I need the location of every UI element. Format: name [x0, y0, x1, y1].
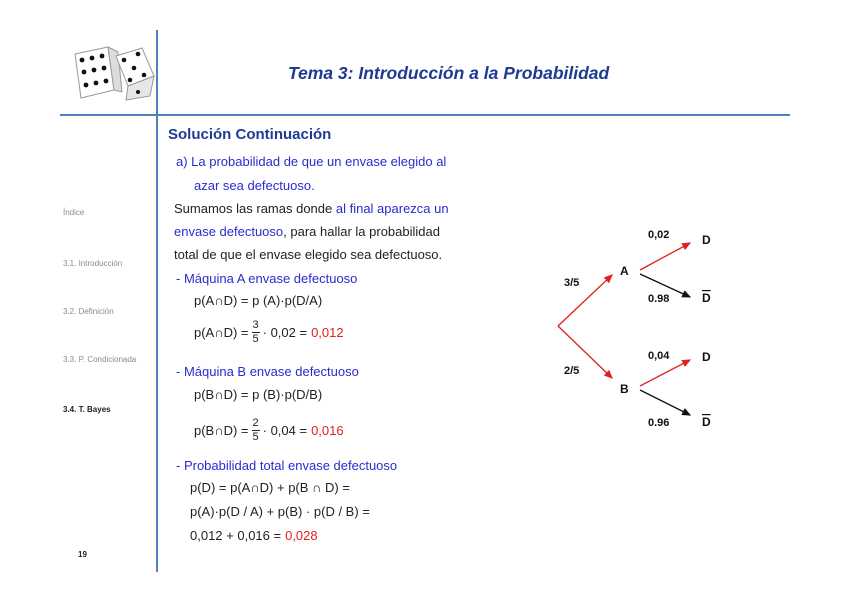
equation-mid: · 0,04 =: [262, 423, 308, 438]
equation-total2: p(A)·p(D / A) + p(B) · p(D / B) =: [190, 504, 370, 519]
paragraph-line2: [174, 224, 440, 239]
fraction-numerator: 2: [252, 417, 259, 429]
a-defect-label: D: [702, 233, 711, 247]
node-a: A: [620, 264, 629, 278]
a-ok-prob: 0.98: [648, 293, 670, 305]
horizontal-divider: [60, 114, 790, 116]
vertical-divider: [156, 30, 158, 572]
paragraph-text: Sumamos las ramas donde: [174, 201, 336, 216]
probability-tree: [548, 218, 728, 438]
fraction-denominator: 5: [252, 333, 259, 345]
machine-a-label: - Máquina A envase defectuoso: [176, 271, 358, 286]
sidebar-item-definicion[interactable]: 3.2. Definición: [63, 307, 114, 316]
sidebar-item-indice[interactable]: Índice: [63, 208, 85, 217]
dice-icon: [72, 40, 158, 102]
equation-mid: · 0,02 =: [262, 325, 308, 340]
equation-b2: [194, 418, 344, 443]
branch-b-defect: [640, 360, 690, 386]
total-probability-label: - Probabilidad total envase defectuoso: [176, 458, 398, 473]
part-a-line2: azar sea defectuoso.: [194, 178, 315, 193]
fraction: [252, 320, 260, 345]
fraction-denominator: 5: [252, 431, 259, 443]
paragraph-line1: [174, 201, 449, 216]
branch-a-prob: 3/5: [564, 277, 580, 289]
branch-b-prob: 2/5: [564, 365, 580, 377]
b-ok-prob: 0.96: [648, 417, 670, 429]
branch-a-defect: [640, 243, 690, 270]
equation-total3: [190, 528, 318, 543]
machine-b-label: - Máquina B envase defectuoso: [176, 364, 359, 379]
page-number: 19: [78, 550, 87, 559]
equation-b1: p(B∩D) = p (B)·p(D/B): [194, 387, 323, 402]
paragraph-highlight: envase defectuoso: [174, 224, 284, 239]
paragraph-text: , para hallar la probabilidad: [283, 224, 440, 239]
equation-lhs: 0,012 + 0,016 =: [190, 528, 282, 543]
equation-a1: p(A∩D) = p (A)·p(D/A): [194, 293, 323, 308]
equation-result: 0,012: [311, 325, 344, 340]
equation-result: 0,016: [311, 423, 344, 438]
sidebar-item-introduccion[interactable]: 3.1. Introducción: [63, 259, 123, 268]
sidebar-item-bayes[interactable]: 3.4. T. Bayes: [63, 405, 111, 414]
equation-result: 0,028: [285, 528, 318, 543]
slide-title: Tema 3: Introducción a la Probabilidad: [288, 63, 610, 83]
b-ok-label: D: [702, 415, 711, 429]
paragraph-highlight: al final aparezca un: [335, 201, 449, 216]
fraction-numerator: 3: [252, 319, 259, 331]
paragraph-line3: total de que el envase elegido sea defectuoso.: [174, 247, 443, 262]
b-defect-label: D: [702, 350, 711, 364]
node-b: B: [620, 382, 629, 396]
equation-lhs: p(B∩D) =: [194, 423, 249, 438]
equation-lhs: p(A∩D) =: [194, 325, 249, 340]
equation-total1: p(D) = p(A∩D) + p(B ∩ D) =: [190, 480, 350, 495]
part-a-line1: a) La probabilidad de que un envase elegido al: [176, 154, 447, 169]
section-heading: Solución Continuación: [168, 126, 332, 143]
equation-a2: [194, 320, 344, 345]
b-defect-prob: 0,04: [648, 350, 670, 362]
a-defect-prob: 0,02: [648, 229, 670, 241]
branch-b-ok: [640, 390, 690, 415]
fraction: [252, 418, 260, 443]
sidebar-item-condicionada[interactable]: 3.3. P. Condicionada: [63, 355, 137, 364]
a-ok-label: D: [702, 291, 711, 305]
